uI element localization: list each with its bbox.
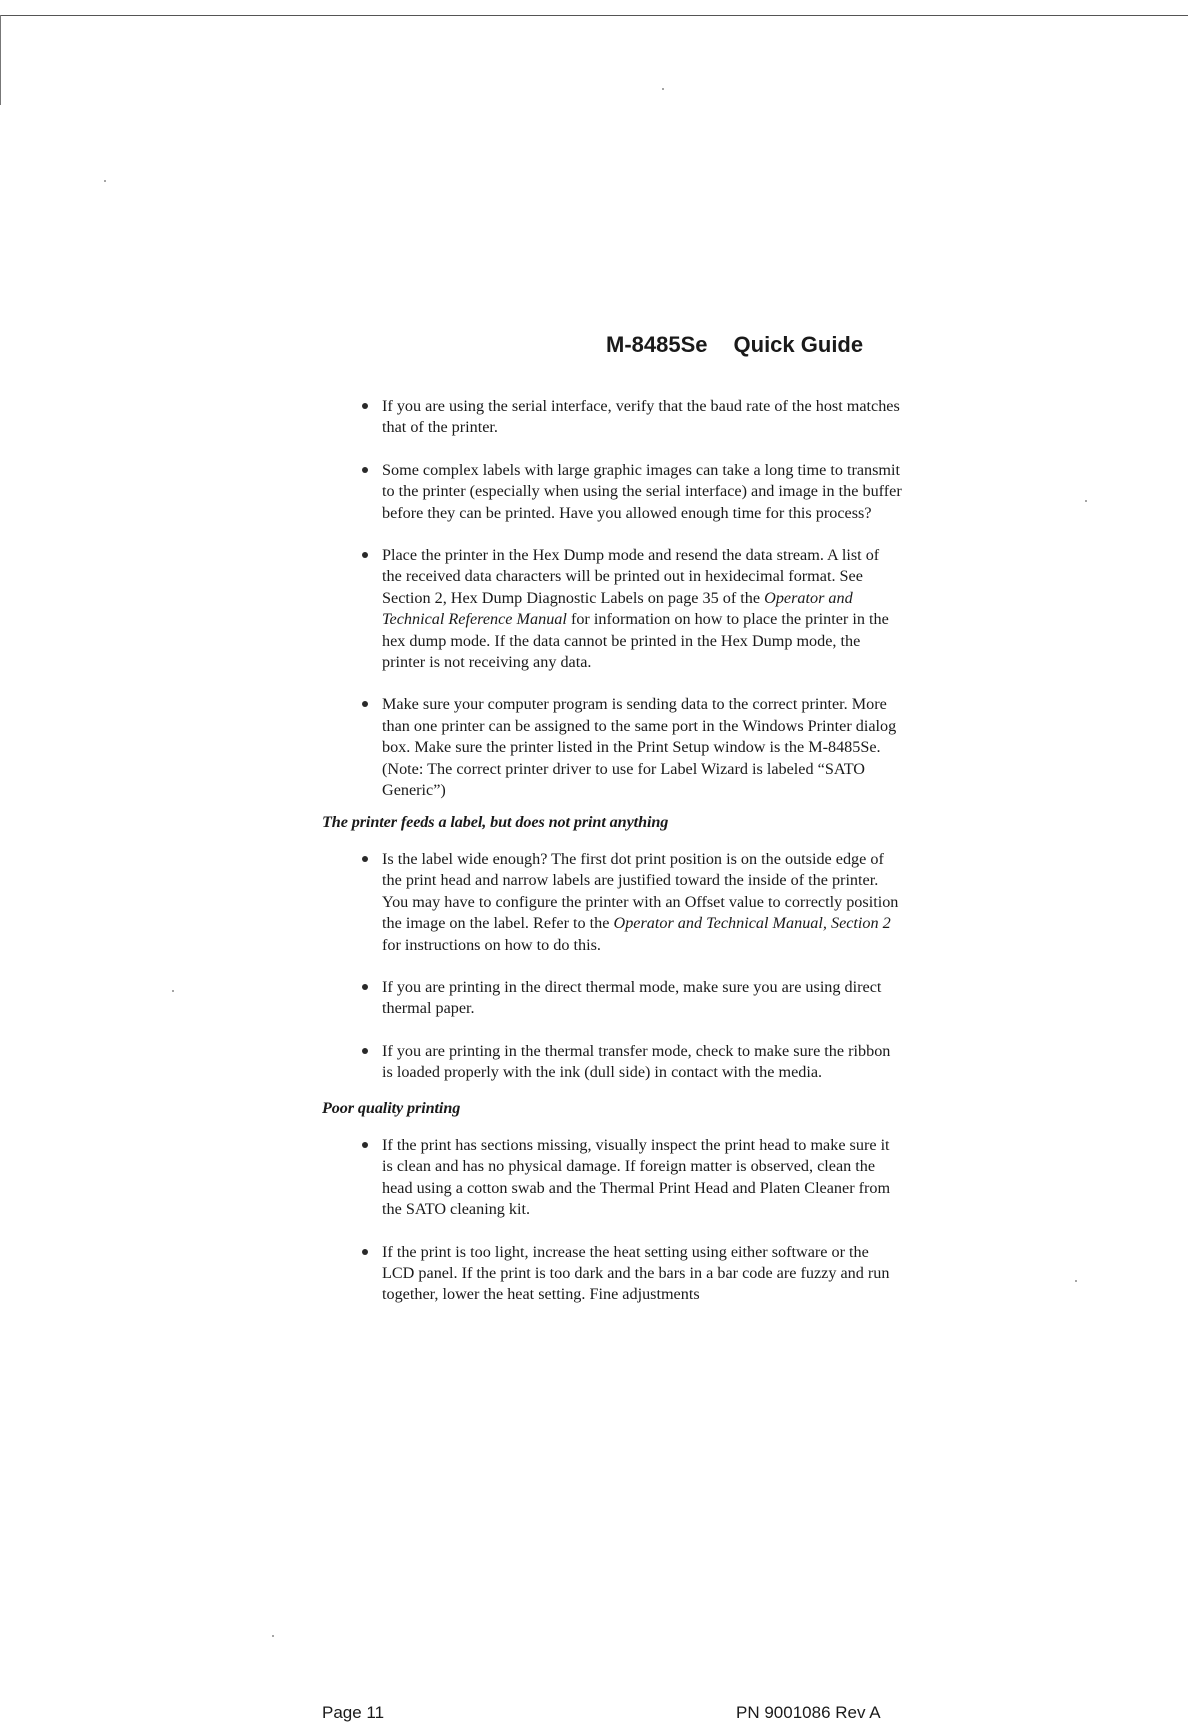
- list-item: If you are printing in the direct thermal mode, make sure you are using direct thermal paper.: [322, 977, 902, 1020]
- bullet-list-top: [322, 396, 902, 802]
- document-body: [322, 396, 902, 1327]
- list-item: If you are printing in the thermal transfer mode, check to make sure the ribbon is loaded properly with the ink (dull side) in contact with the media.: [322, 1041, 902, 1084]
- header-model: M-8485Se: [606, 332, 708, 357]
- list-item: Is the label wide enough? The first dot print position is on the outside edge of the print head and narrow labels are justified toward the inside of the printer. You may have to configure the printer with an Offset value to correctly position the image on the label. Refer to the Operator and Technical Manual, Section 2 for instructions on how to do this.: [322, 849, 902, 956]
- list-item: If you are using the serial interface, verify that the baud rate of the host matches that of the printer.: [322, 396, 902, 439]
- scan-speck: [104, 180, 106, 182]
- manual-reference: Operator and Technical Reference Manual: [382, 588, 853, 629]
- page-number: Page 11: [322, 1703, 385, 1722]
- section-heading: Poor quality printing: [322, 1098, 461, 1117]
- top-scan-border: [0, 15, 1188, 16]
- list-item: Some complex labels with large graphic images can take a long time to transmit to the printer (especially when using the serial interface) and image in the buffer before they can be printed. Have you allowed enough time for this process?: [322, 460, 902, 524]
- page-header: [606, 332, 863, 358]
- part-number: PN 9001086 Rev A: [736, 1703, 881, 1722]
- scan-speck: [1075, 1280, 1077, 1282]
- header-title: Quick Guide: [733, 332, 864, 357]
- scan-speck: [172, 990, 174, 992]
- left-scan-border: [0, 15, 1, 105]
- bullet-list-no-print: [322, 849, 902, 1084]
- list-item: If the print has sections missing, visually inspect the print head to make sure it is clean and has no physical damage. If foreign matter is observed, clean the head using a cotton swab and the Thermal Print Head and Platen Cleaner from the SATO cleaning kit.: [322, 1135, 902, 1221]
- scan-speck: [1085, 500, 1087, 502]
- manual-reference: Operator and Technical Manual, Section 2: [613, 914, 891, 933]
- section-heading: The printer feeds a label, but does not print anything: [322, 812, 669, 831]
- scan-speck: [272, 1635, 274, 1637]
- list-item: Make sure your computer program is sending data to the correct printer. More than one printer can be assigned to the same port in the Windows Printer dialog box. Make sure the printer listed in the Print Setup window is the M-8485Se. (Note: The correct printer driver to use for Label Wizard is labeled “SATO Generic”): [322, 694, 902, 801]
- list-item: If the print is too light, increase the heat setting using either software or the LCD panel. If the print is too dark and the bars in a bar code are fuzzy and run together, lower the heat setting. Fine adjustments: [322, 1242, 902, 1306]
- bullet-list-poor-quality: [322, 1135, 902, 1306]
- scan-speck: [662, 88, 664, 90]
- list-item: Place the printer in the Hex Dump mode and resend the data stream. A list of the received data characters will be printed out in hexidecimal format. See Section 2, Hex Dump Diagnostic Labels on page 35 of the Operator and Technical Reference Manual for information on how to place the printer in the hex dump mode. If the data cannot be printed in the Hex Dump mode, the printer is not receiving any data.: [322, 545, 902, 673]
